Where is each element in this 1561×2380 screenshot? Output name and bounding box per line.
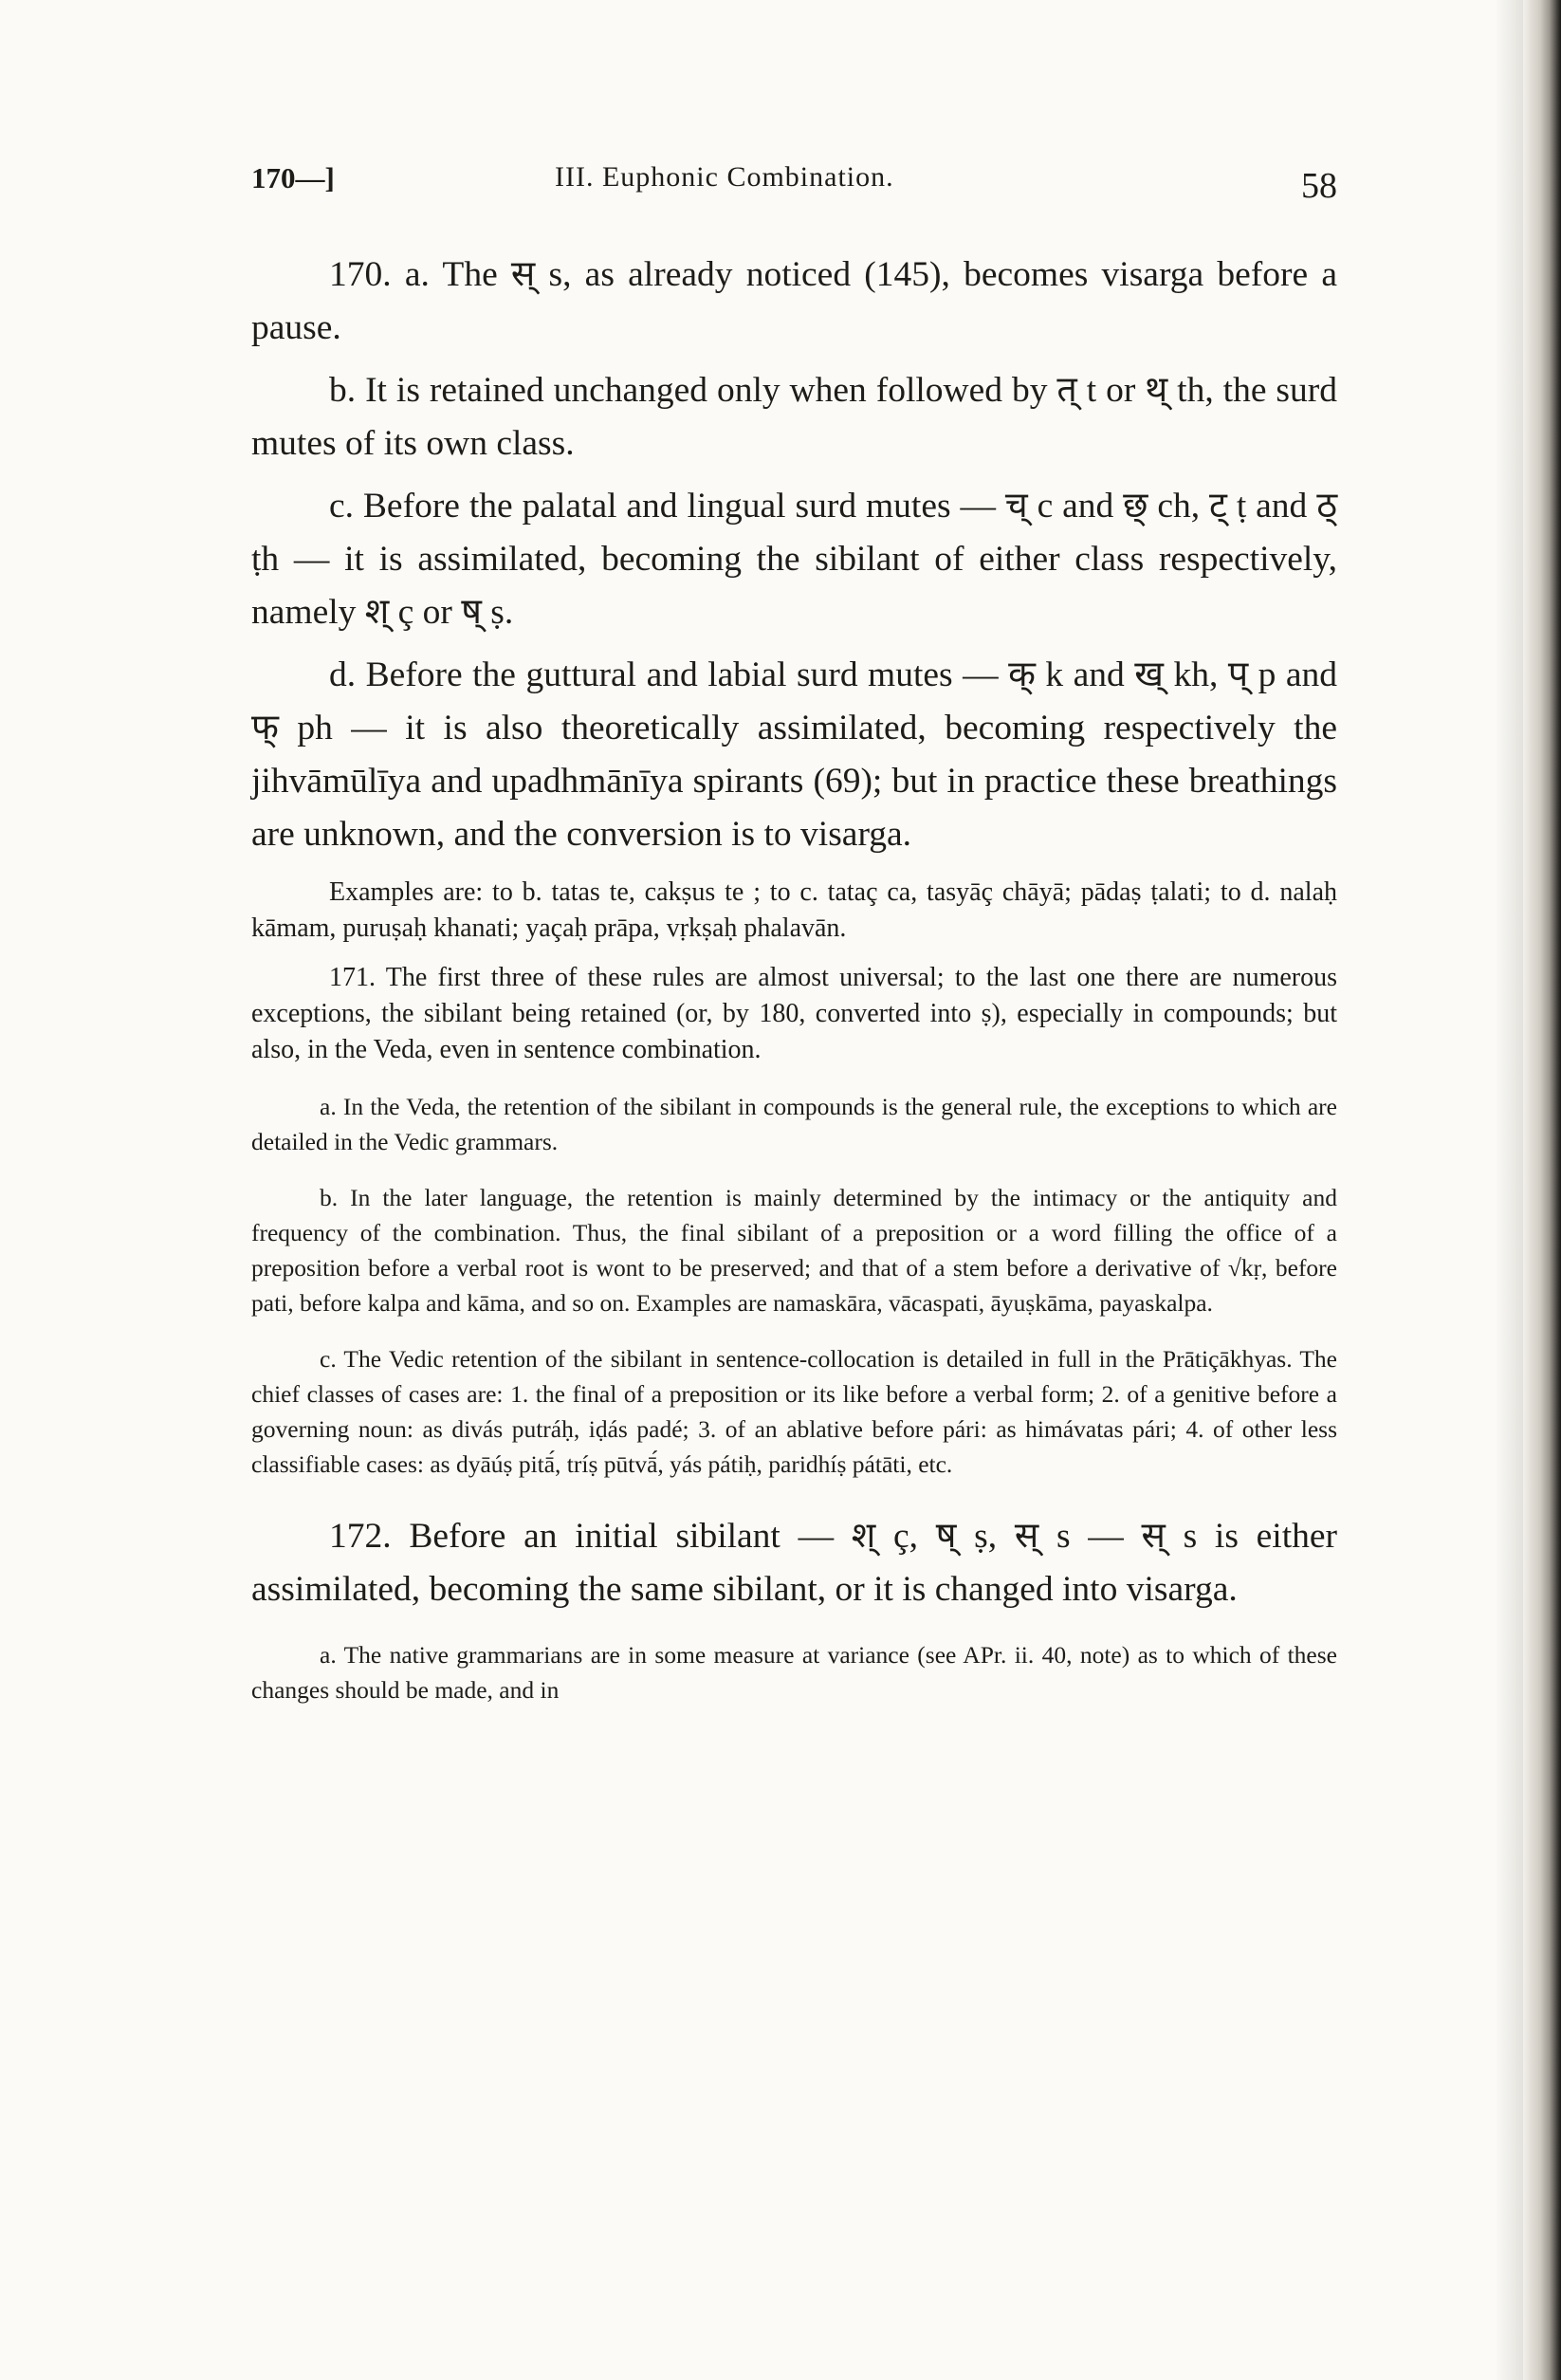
paragraph-171: 171. The first three of these rules are almost universal; to the last one there are numerous exceptions, the sibilant being retained (or, by 180, converted into ṣ), especially in compounds; but also, in the Veda, even in sentence combination. <box>251 963 1337 1064</box>
paragraph-172a: a. The native grammarians are in some measure at variance (see APr. ii. 40, note) as to which of these changes should be made, and in <box>251 1641 1337 1704</box>
paragraph-171a: a. In the Veda, the retention of the sibilant in compounds is the general rule, the exceptions to which are detailed in the Vedic grammars. <box>251 1093 1337 1155</box>
page-number: 58 <box>1301 166 1337 206</box>
examples-170: Examples are: to b. tatas te, cakṣus te ; to c. tataç ca, tasyāç chāyā; pādaṣ ṭalati; to d. nalaḥ kāmam, puruṣaḥ khanati; yaçaḥ prāpa, vṛkṣaḥ phalavān. <box>251 877 1337 943</box>
chapter-title: III. Euphonic Combination. <box>555 161 894 193</box>
running-header <box>251 161 1337 218</box>
paragraph-172: 172. Before an initial sibilant — श् ç, ष् ṣ, स् s — स् s is either assimilated, becoming the same sibilant, or it is changed into visarga. <box>251 1517 1337 1609</box>
scan-shadow <box>1495 0 1523 2380</box>
page-scan-edge <box>1523 0 1561 2380</box>
paragraph-170d: d. Before the guttural and labial surd mutes — क् k and ख् kh, प् p and फ् ph — it is also theoretically assimilated, becoming respectively the jihvāmūlīya and upadhmānīya spirants (69); but in practice these breathings are unknown, and the conversion is to visarga. <box>251 655 1337 854</box>
paragraph-170b: b. It is retained unchanged only when followed by त् t or थ् th, the surd mutes of its own class. <box>251 371 1337 463</box>
paragraph-171c: c. The Vedic retention of the sibilant in sentence-collocation is detailed in full in the Prātiçākhyas. The chief classes of cases are: 1. the final of a preposition or its like before a verbal form; 2. of a genitive before a governing noun: as divás putráḥ, iḍás padé; 3. of an ablative before pári: as himávatas pári; 4. of other less classifiable cases: as dyāúṣ pitā́, tríṣ pūtvā́, yás pátiḥ, paridhíṣ pátāti, etc. <box>251 1345 1337 1478</box>
page-body <box>251 249 1337 1707</box>
paragraph-170a: 170. a. The स् s, as already noticed (145), becomes visarga before a pause. <box>251 255 1337 347</box>
paragraph-171b: b. In the later language, the retention is mainly determined by the intimacy or the antiquity and frequency of the combination. Thus, the final sibilant of a preposition or a word filling the office of a preposition before a verbal root is wont to be preserved; and that of a stem before a derivative of √kṛ, before pati, before kalpa and kāma, and so on. Examples are namaskāra, vācaspati, āyuṣkāma, payaskalpa. <box>251 1184 1337 1317</box>
paragraph-170c: c. Before the palatal and lingual surd mutes — च् c and छ् ch, ट् ṭ and ठ् ṭh — it is assimilated, becoming the sibilant of either class respectively, namely श् ç or ष् ṣ. <box>251 487 1337 632</box>
section-reference: 170—] <box>251 161 335 194</box>
